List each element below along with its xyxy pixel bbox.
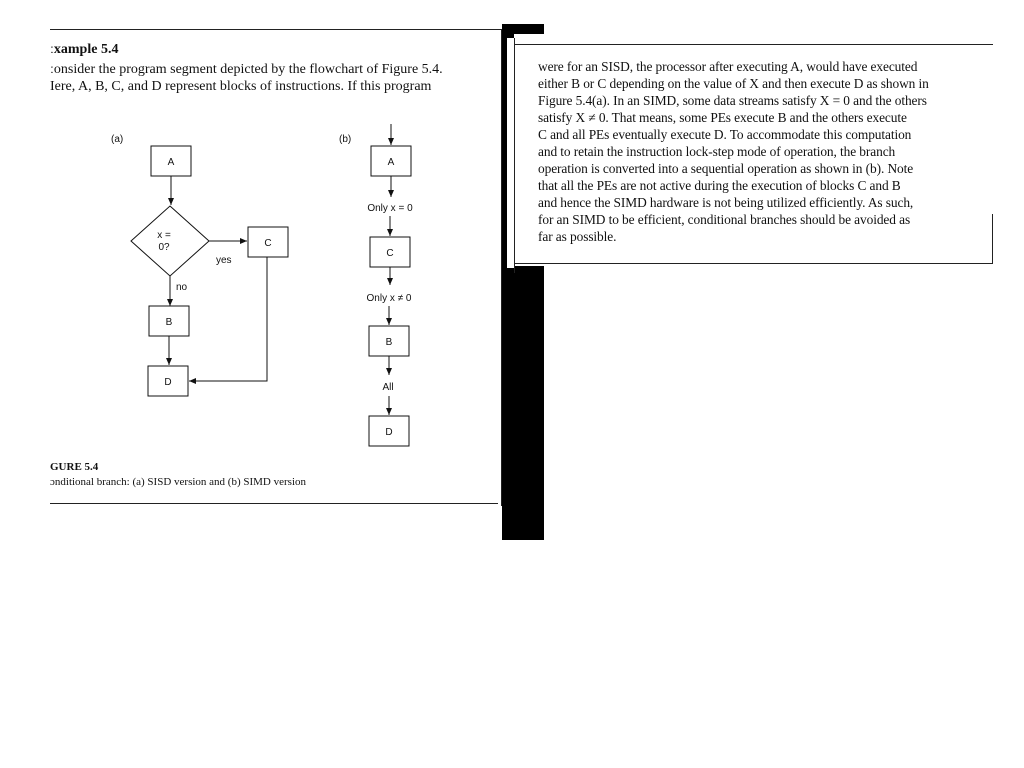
body-line-1: ːonsider the program segment depicted by the flowchart of Figure 5.4.: [50, 62, 443, 77]
b-block-d-label: D: [385, 427, 393, 438]
right-text-line-3: Figure 5.4(a). In an SIMD, some data streams satisfy X = 0 and the others: [538, 93, 927, 108]
right-page: [514, 34, 994, 266]
right-top-rule: [514, 44, 993, 45]
a-decision-line2: 0?: [158, 242, 170, 253]
left-page: [0, 0, 505, 520]
right-text-line-9: and hence the SIMD hardware is not being utilized efficiently. As such,: [538, 195, 914, 210]
a-no-label: no: [176, 282, 188, 293]
a-block-b-label: B: [165, 317, 173, 328]
panel-a-label: (a): [111, 134, 124, 145]
bottom-rule: [50, 503, 498, 504]
b-block-a-label: A: [387, 157, 395, 168]
figure-caption-text: ɔnditional branch: (a) SISD version and (b) SIMD version: [50, 476, 307, 488]
b-only-xne0-label: Only x ≠ 0: [366, 293, 412, 304]
right-text-line-11: far as possible.: [538, 229, 617, 244]
a-yes-label: yes: [216, 255, 232, 266]
right-text-line-10: for an SIMD to be efficient, conditional branches should be avoided as: [538, 212, 911, 227]
right-right-edge: [992, 214, 993, 264]
b-all-label: All: [382, 382, 394, 393]
b-only-x0-label: Only x = 0: [367, 203, 413, 214]
right-left-edge: [514, 38, 515, 273]
a-decision-line1: x =: [157, 230, 171, 241]
a-block-a-label: A: [167, 157, 175, 168]
right-text-line-1: were for an SISD, the processor after executing A, would have executed: [538, 59, 918, 74]
figure-caption-title: GURE 5.4: [50, 461, 99, 473]
right-bottom-rule: [514, 263, 993, 264]
b-block-c-label: C: [386, 248, 394, 259]
body-line-2: Iere, A, B, C, and D represent blocks of instructions. If this program: [50, 79, 432, 94]
a-arrow-c-to-d: [189, 257, 267, 381]
panel-b-label: (b): [339, 134, 352, 145]
right-text-line-5: C and all PEs eventually execute D. To accommodate this computation: [538, 127, 912, 142]
right-text-line-7: operation is converted into a sequential operation as shown in (b). Note: [538, 161, 914, 176]
b-block-b-label: B: [385, 337, 393, 348]
example-title: ːxample 5.4: [50, 42, 119, 57]
a-decision-diamond: [131, 206, 209, 276]
right-text-line-2: either B or C depending on the value of X and then execute D as shown in: [538, 76, 929, 91]
a-block-c-label: C: [264, 238, 272, 249]
flowchart-figure: [0, 0, 505, 460]
right-text-line-4: satisfy X ≠ 0. That means, some PEs execute B and the others execute: [538, 110, 907, 125]
a-block-d-label: D: [164, 377, 172, 388]
right-text-line-8: that all the PEs are not active during the execution of blocks C and B: [538, 178, 901, 193]
right-text-line-6: and to retain the instruction lock-step mode of operation, the branch: [538, 144, 896, 159]
